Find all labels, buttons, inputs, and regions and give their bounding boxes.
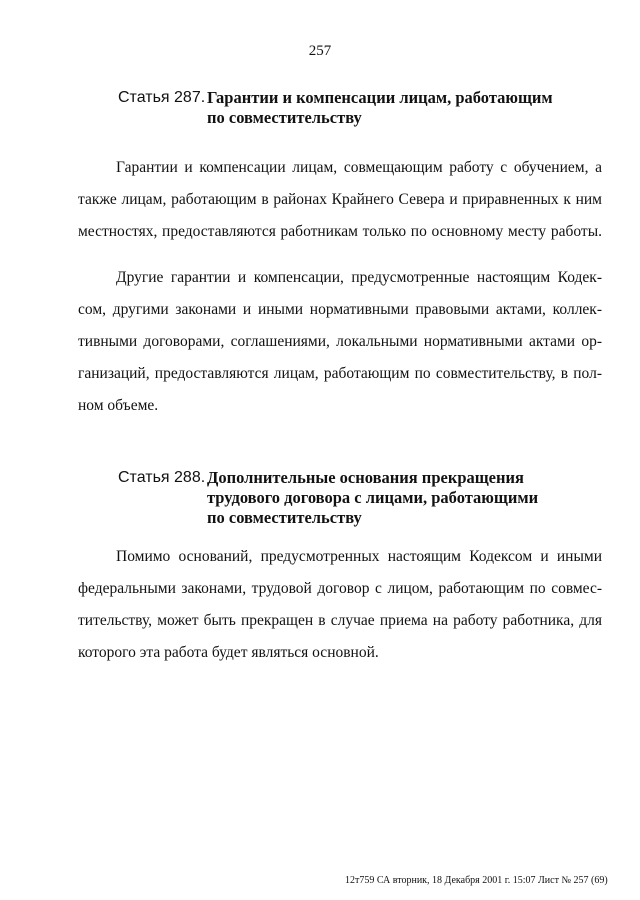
article-287-paragraph-1 <box>78 152 602 248</box>
text-line: Гарантии и компенсации лицам, совмещающим работу с обучением, а <box>116 159 602 176</box>
article-title-line: трудового договора с лицами, работающими <box>207 488 539 507</box>
text-line: тивными договорами, соглашениями, локальными нормативными актами ор- <box>78 333 602 350</box>
text-line: федеральными законами, трудовой договор с лицом, работающим по совмес- <box>78 580 602 597</box>
text-line: тительству, может быть прекращен в случае приема на работу работника, для <box>78 612 602 629</box>
text-line: ганизаций, предоставляются лицам, работающим по совместительству, в пол- <box>78 365 602 382</box>
page-number: 257 <box>308 43 332 59</box>
article-label: Статья 288. <box>118 469 206 486</box>
text-line: также лицам, работающим в районах Крайнего Севера и приравненных к ним <box>78 191 602 208</box>
article-label: Статья 287. <box>118 89 206 106</box>
article-title-line: по совместительству <box>207 508 362 527</box>
text-line: ном объеме. <box>78 397 159 414</box>
article-title <box>207 468 538 528</box>
article-title-line: по совместительству <box>207 108 362 127</box>
article-287-paragraph-2 <box>78 262 602 422</box>
text-line: Другие гарантии и компенсации, предусмотренные настоящим Кодек- <box>116 269 602 286</box>
article-title-line: Гарантии и компенсации лицам, работающим <box>207 88 553 107</box>
text-line: местностях, предоставляются работникам только по основному месту работы. <box>78 223 602 240</box>
text-line: которого эта работа будет являться основной. <box>78 644 379 661</box>
article-title-line: Дополнительные основания прекращения <box>207 468 524 487</box>
text-line: Помимо оснований, предусмотренных настоящим Кодексом и иными <box>116 548 602 565</box>
article-288-paragraph-1 <box>78 541 602 669</box>
footer-stamp: 12т759 СА вторник, 18 Декабря 2001 г. 15:07 Лист № 257 (69) <box>345 875 608 886</box>
article-title <box>207 88 553 128</box>
text-line: сом, другими законами и иными нормативными правовыми актами, коллек- <box>78 301 602 318</box>
